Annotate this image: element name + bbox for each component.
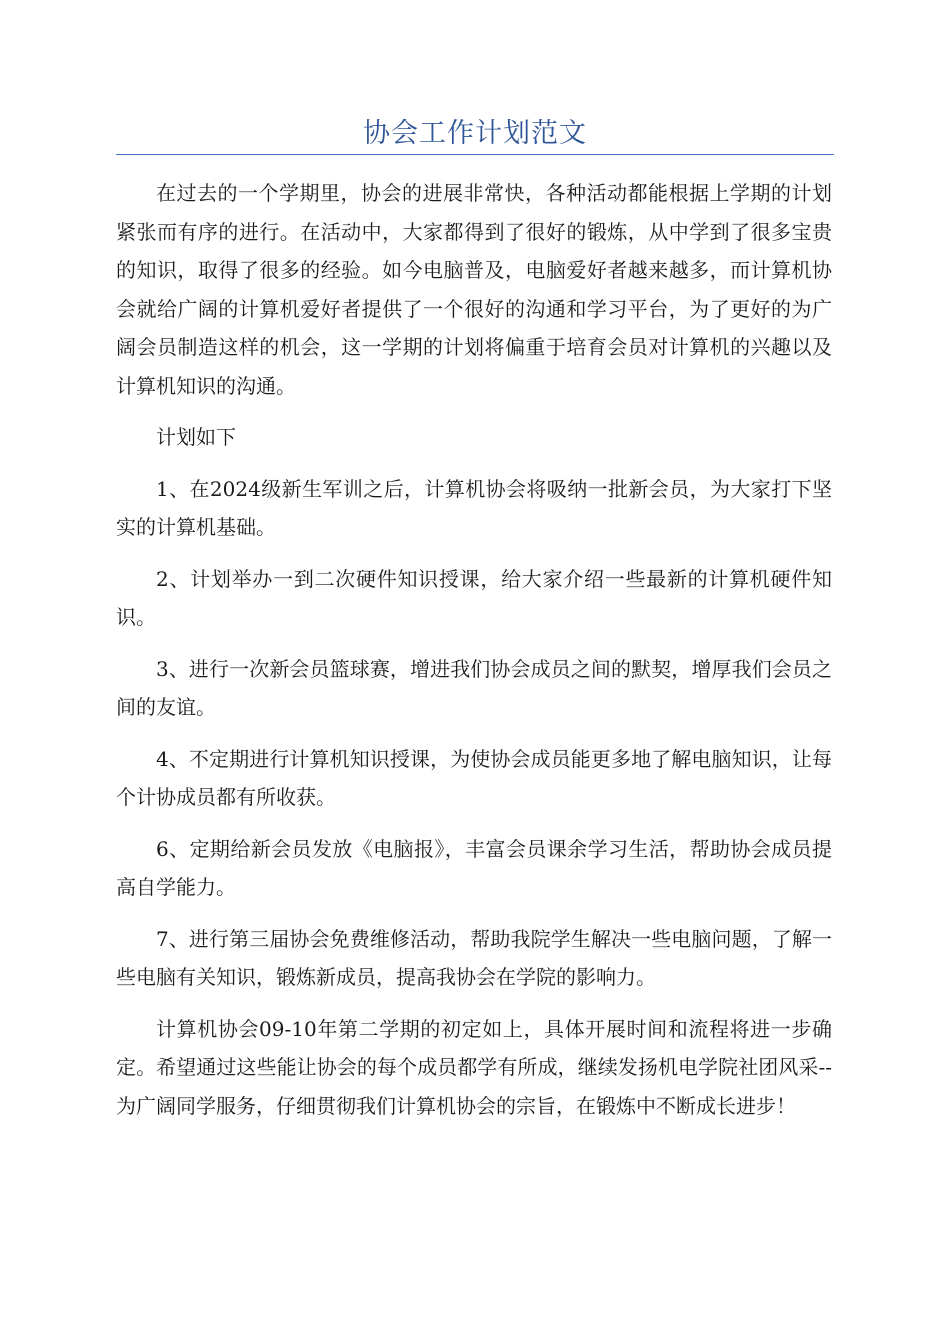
document-title: 协会工作计划范文 [363, 118, 587, 149]
plan-item-1: 1、在2024级新生军训之后，计算机协会将吸纳一批新会员，为大家打下坚实的计算机基础。 [116, 476, 832, 539]
plan-item-4: 4、不定期进行计算机知识授课，为使协会成员能更多地了解电脑知识，让每个计协成员都有所收获。 [116, 746, 832, 809]
plan-item-6: 6、定期给新会员发放《电脑报》，丰富会员课余学习生活，帮助协会成员提高自学能力。 [116, 836, 832, 899]
plan-item-2: 2、计划举办一到二次硬件知识授课，给大家介绍一些最新的计算机硬件知识。 [116, 566, 832, 629]
plan-heading: 计划如下 [156, 425, 236, 449]
plan-item-7: 7、进行第三届协会免费维修活动，帮助我院学生解决一些电脑问题，了解一些电脑有关知识，锻炼新成员，提高我协会在学院的影响力。 [116, 926, 832, 989]
closing-paragraph: 计算机协会09-10年第二学期的初定如上，具体开展时间和流程将进一步确定。希望通过这些能让协会的每个成员都学有所成，继续发扬机电学院社团风采--为广阔同学服务，仔细贯彻我们计算机协会的宗旨，在锻炼中不断成长进步！ [116, 1016, 832, 1118]
plan-item-3: 3、进行一次新会员篮球赛，增进我们协会成员之间的默契，增厚我们会员之间的友谊。 [116, 656, 832, 719]
intro-paragraph: 在过去的一个学期里，协会的进展非常快，各种活动都能根据上学期的计划紧张而有序的进行。在活动中，大家都得到了很好的锻炼，从中学到了很多宝贵的知识，取得了很多的经验。如今电脑普及，电脑爱好者越来越多，而计算机协会就给广阔的计算机爱好者提供了一个很好的沟通和学习平台，为了更好的为广阔会员制造这样的机会，这一学期的计划将偏重于培育会员对计算机的兴趣以及计算机知识的沟通。 [116, 181, 832, 398]
title-underline [116, 154, 834, 155]
document-body [116, 174, 832, 1138]
